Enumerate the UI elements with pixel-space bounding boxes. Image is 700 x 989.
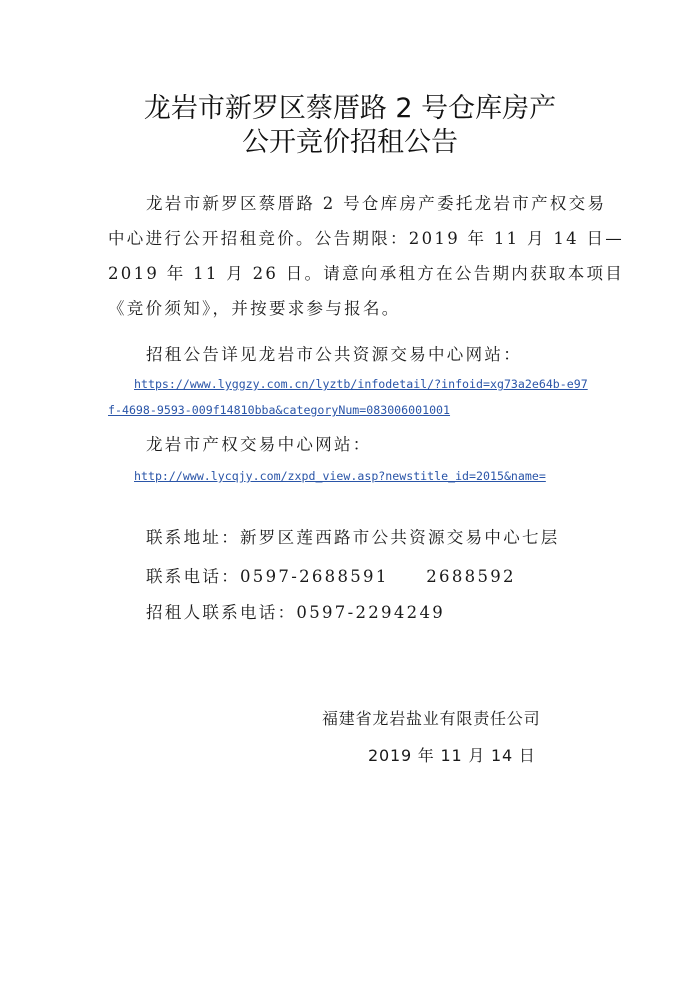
public-site-link-line-2[interactable]: f-4698-9593-009f14810bba&categoryNum=083006001001 [108, 403, 451, 417]
notice-title-line-2: 公开竞价招租公告 [242, 127, 458, 158]
notice-title-line-1: 龙岩市新罗区蔡厝路 2 号仓库房产 [143, 93, 557, 124]
public-site-link-line-1[interactable]: https://www.lyggzy.com.cn/lyztb/infodetail/?infoid=xg73a2e64b-e97 [134, 377, 588, 391]
contact-address: 联系地址：新罗区莲西路市公共资源交易中心七层 [146, 528, 560, 547]
exchange-site-label: 龙岩市产权交易中心网站： [146, 435, 372, 454]
body-paragraph-line-3: 2019 年 11 月 26 日。请意向承租方在公告期内获取本项目 [108, 264, 625, 283]
body-paragraph-line-4: 《竞价须知》，并按要求参与报名。 [108, 299, 401, 318]
exchange-site-link[interactable]: http://www.lycqjy.com/zxpd_view.asp?newstitle_id=2015&name= [134, 469, 546, 483]
public-site-label: 招租公告详见龙岩市公共资源交易中心网站： [146, 345, 522, 364]
contact-phone: 联系电话：0597-2688591 2688592 [146, 567, 516, 586]
body-paragraph-line-1: 龙岩市新罗区蔡厝路 2 号仓库房产委托龙岩市产权交易 [146, 194, 607, 213]
signature-company: 福建省龙岩盐业有限责任公司 [322, 709, 541, 728]
lessor-contact-phone: 招租人联系电话：0597-2294249 [146, 603, 446, 622]
signature-date: 2019 年 11 月 14 日 [368, 746, 536, 765]
body-paragraph-line-2: 中心进行公开招租竞价。公告期限：2019 年 11 月 14 日— [108, 229, 625, 248]
